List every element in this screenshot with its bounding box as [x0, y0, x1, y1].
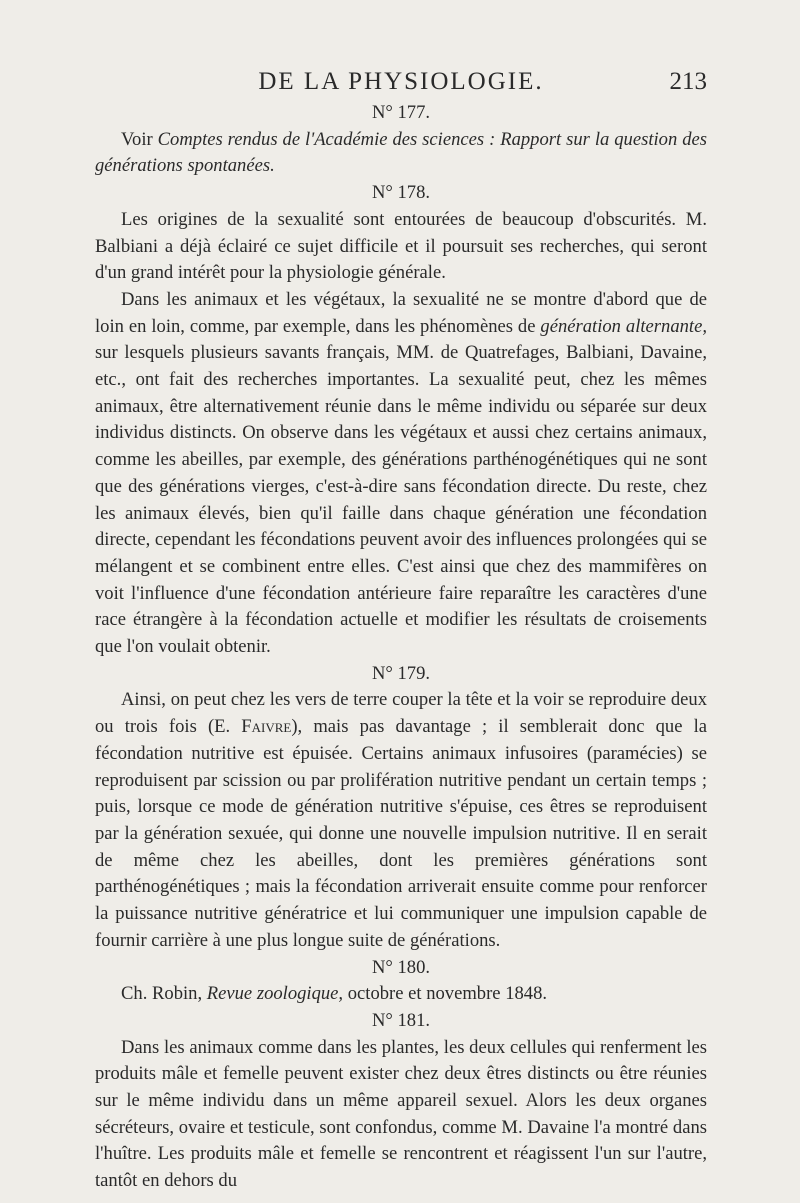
- running-title: DE LA PHYSIOLOGIE.: [258, 68, 544, 95]
- note-179-author: Faivre: [241, 716, 292, 738]
- note-number-180: N° 180.: [371, 956, 431, 978]
- note-number-177: N° 177.: [371, 102, 431, 123]
- note-180-text-a: Ch. Robin,: [121, 983, 207, 1005]
- note-180-paragraph: [95, 981, 707, 1008]
- note-178-italic-term: génération alternante,: [540, 315, 707, 337]
- note-179-paragraph: [95, 687, 707, 954]
- note-number-179: N° 179.: [371, 662, 431, 684]
- note-179-text-b: ), mais pas davantage ; il semblerait donc que la fécondation nutritive est épuisée. Certains animaux infusoires (paramécies) se reproduisent par scission ou par prolifération nutritive pendant un certain temps ; puis, lorsque ce mode de génération nutritive s'épuise, ces êtres se reproduisent par la génération sexuée, qui donne une nouvelle impulsion nutritive. Il en serait de même chez les abeilles, dont les premières générations sont parthénogénétiques ; mais la fécondation arriverait ensuite comme pour renforcer la puissance nutritive génératrice et lui communiquer une impulsion capable de fournir carrière à une plus longue suite de générations.: [95, 716, 707, 951]
- note-177-text: Voir: [121, 128, 158, 150]
- page-header: [95, 64, 707, 100]
- note-number-181: N° 181.: [371, 1009, 431, 1031]
- note-178-text-a: Dans les animaux et les végétaux, la sexualité ne se montre d'abord que de loin en loin, comme, par exemple, dans les phénomènes de: [95, 288, 707, 337]
- note-177-paragraph: [95, 127, 707, 180]
- note-177-citation: Comptes rendus de l'Académie des sciences : Rapport sur la question des générations spontanées.: [95, 128, 707, 177]
- note-180-journal: Revue zoologique,: [206, 983, 344, 1005]
- note-181-paragraph: Dans les animaux comme dans les plantes, les deux cellules qui renferment les produits mâle et femelle peuvent exister chez deux êtres distincts ou être réunies sur le même individu dans un même appareil sexuel. Alors les deux organes sécréteurs, ovaire et testicule, sont confondus, comme M. Davaine l'a montré dans l'huître. Les produits mâle et femelle se rencontrent et réagissent l'un sur l'autre, tantôt en dehors du: [95, 1036, 707, 1192]
- note-178-paragraph-1: Les origines de la sexualité sont entourées de beaucoup d'obscurités. M. Balbiani a déjà éclairé ce sujet difficile et il poursuit ses recherches, qui seront d'un grand intérêt pour la physiologie générale.: [95, 208, 707, 284]
- note-180-text-b: octobre et novembre 1848.: [343, 983, 548, 1005]
- page-number: 213: [669, 68, 707, 95]
- body-text: [95, 100, 707, 1195]
- note-178-text-b: sur lesquels plusieurs savants français, MM. de Quatrefages, Balbiani, Davaine, etc., ont fait des recherches importantes. La sexualité peut, chez les mêmes animaux, être alternativement réunie dans le même individu ou séparée sur deux individus distincts. On observe dans les végétaux et aussi chez certains animaux, comme les abeilles, par exemple, des générations parthénogénétiques qui ne sont que des générations vierges, c'est-à-dire sans fécondation directe. Du reste, chez les animaux élevés, bien qu'il faille dans chaque génération une fécondation directe, cependant les fécondations peuvent avoir des influences prolongées qui se mélangent et se combinent entre elles. C'est ainsi que chez des mammifères on voit l'influence d'une fécondation antérieure faire reparaître les caractères d'une race étrangère à la fécondation actuelle et modifier les résultats de croisements que l'on voulait obtenir.: [95, 342, 707, 658]
- note-178-paragraph-2: [95, 287, 707, 661]
- note-179-text-a: Ainsi, on peut chez les vers de terre couper la tête et la voir se reproduire deux ou trois fois (E.: [95, 689, 707, 738]
- note-number-178: N° 178.: [371, 182, 431, 204]
